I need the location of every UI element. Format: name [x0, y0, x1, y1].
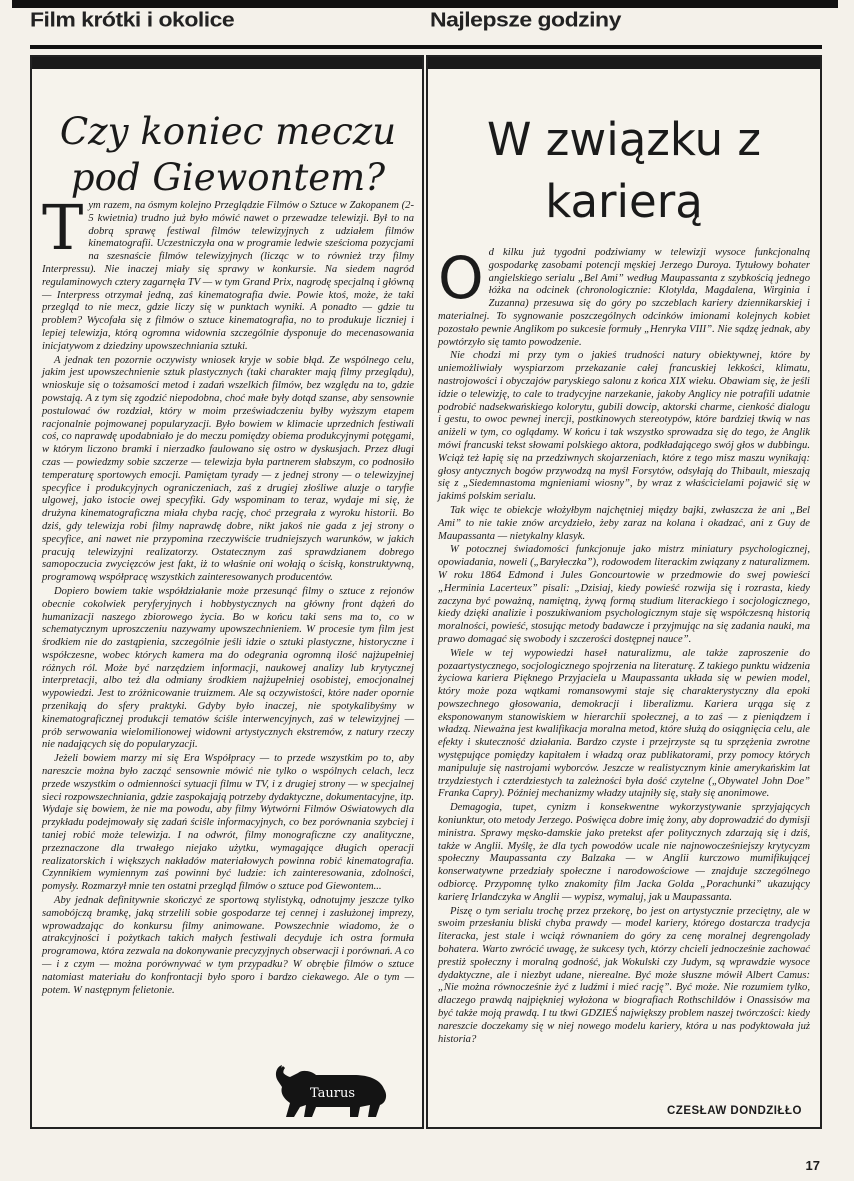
left-article-title: Czy koniec meczu pod Giewontem?	[59, 110, 397, 199]
right-article-body	[438, 244, 810, 1047]
article-paragraph: Piszę o tym serialu trochę przez przekorę, bo jest on artystycznie przeciętny, ale w swoim przesłaniu bliski chyba prawdy — model kariery, którego dostarcza tradycja literacka, jest stale i wciąż równaniem do góry za cenę moralnej degrengolady bohatera. Warto zwrócić uwagę, że sukcesy tych, którzy chcieli jednocześnie zachować prestiż społeczny i moralną godność, jak Wokulski czy Judym, są wprawdzie wysoce dydaktyczne, ale i niezbyt udane, nierealne. Być może słuszne mówił Albert Camus: „Nie można równocześnie żyć z ludźmi i mieć rację”. Być może. Nie rozumiem tylko, dlaczego prawdą najpiękniej wyłożona w biografiach Rothschildów i Onassisów ma być także moją prawdą. I tu tkwi GDZIEŚ największy problem naszej twórczości: kiedy nareszcie doczekamy się w niej nowego modelu kariery, która u nas podyktowała już historia?	[438, 905, 810, 1045]
header-rule	[30, 45, 822, 49]
author-signature: CZESŁAW DONDZIŁŁO	[667, 1105, 802, 1117]
drop-cap: O	[438, 244, 484, 312]
right-article-bar	[428, 57, 820, 69]
article-paragraph: Tak więc te obiekcje włożyłbym najchętniej między bajki, zwłaszcza że ani „Bel Ami” to nie takie znów arcydzieło, żeby zaraz na kolana i okadzać, ani z Guy de Maupassanta — nietykalny klasyk.	[438, 504, 810, 542]
article-paragraph: W potocznej świadomości funkcjonuje jako mistrz miniatury psychologicznej, opowiadania, noweli („Baryłeczka”), rodowodem literackim związany z naturalizmem. W roku 1864 Edmond i Jules Goncourtowie w przedmowie do swej powieści „Herminia Lacerteux” pisali: „Dzisiaj, kiedy powieść rozwija się i rozrasta, kiedy zaczyna być poważną, namiętną, żywą formą studium literackiego i socjologicznego, kiedy dzięki analizie i poszukiwaniom psychologicznym staje się współczesną historią moralności, powieść, stosując metody badawcze i przyjmując na się zadania nauki, ma prawo domagać się swobody i szczerości dostępnej nauce”.	[438, 544, 810, 645]
article-paragraph: Dopiero bowiem takie współdziałanie może przesunąć filmy o sztuce z rejonów obecnie cokolwiek peryferyjnych i hobbystycznych na główny front dążeń do humanizacji naszego zbiorowego życia. Bo w końcu taki sens ma to, co w schematycznym uproszczeniu nazywamy upowszechnieniem. W procesie tym film jest środkiem nie do zastąpienia, szczególnie jeśli idzie o sztuki plastyczne, historyczne i współczesne, wobec których kamera ma do odegrania ogromną ilość najżupełniej różnych ról. Może być narzędziem informacji, naukowej analizy lub krytycznej interpretacji, albo też dla odmiany środkiem najżupełniej osobistej, emocjonalnej wypowiedzi. Jest to zróżnicowanie truizmem. Ale są oczywistości, które nader opornie przenikają do sfery praktyki. Gdyby było inaczej, nie spotykalibyśmy w kinematograficznej produkcji tematów ściśle interwencyjnych, zaś w telewizyjnej — prób serwowania wielomilionowej widowni artystycznych ekstremów, z natury rzeczy nie nadających się do popularyzacji.	[42, 585, 414, 751]
left-article-body	[42, 191, 414, 998]
article-paragraph: Nie chodzi mi przy tym o jakieś trudności natury obiektywnej, które by uniemożliwiały wyspiarzom przekazanie całej francuskiej lekkości, klimatu, nastrojowości i obyczajów paryskiego salonu z końca XIX wieku. Obawiam się, że jeśli idzie o telewizję, to cale to tradycyjne narzekanie, jakoby Anglicy nie potrafili udatnie podrobić nadsekwańskiego kolorytu, gubili dowcip, aktorski charme, cienkość dialogu i gestu, to owoc pewnej inercji, postkinowych stereotypów, które bardziej tkwią w nas aniżeli w tym, co oglądamy. W końcu i tak wszystko sprowadza się do tego, że Anglik mówi francuski tekst słowami polskiego aktora, podkładającego swój głos w dubbingu. Wciąż też łapię się na przedziwnych skojarzeniach, które z tego misz maszu wynikają: głosy antycznych bogów przywodzą na myśl Forsytów, odsyłają do Thibault, mieszają się z „Siedemnastoma mgnieniami wiosny”, by wraz z właścicielami pojawić się w jakimś polskim serialu.	[438, 350, 810, 503]
right-article-title: W związku z karierą	[486, 113, 762, 228]
emblem-label: Taurus	[310, 1086, 356, 1101]
drop-cap: T	[42, 191, 84, 264]
left-article-bar	[32, 57, 422, 69]
article-paragraph: A jednak ten pozornie oczywisty wniosek kryje w sobie błąd. Ze wspólnego celu, jakim jest upowszechnienie sztuk plastycznych (taki charakter mają filmy przeglądu), wnioskuje się o tożsamości metod i zadań wszelkich filmów, bez względu na to, gdzie powstają. A z tym się zgodzić niepodobna, choć małe były dotąd szanse, aby sensownie postulować ów rozdział, który w moim przeświadczeniu byłby wyższym etapem racjonalnie pojmowanej popularyzacji. Było bowiem w klimacie uprzednich festiwali coś, co naprawdę upodabniało je do meczu pomiędzy obiema produkcyjnymi potęgami, w którym liczono bramki i nierzadko faulowano się ostro w dyskusjach. Przez długi czas — powiedzmy sobie szczerze — telewizja była partnerem słabszym, co podnosiło temperaturę sportowych emocji. Pamiętam tyrady — z jednej strony — o telewizyjnej specyfice i produkcyjnych ograniczeniach, zaś z drugiej złośliwe aluzje o taryfie ulgowej, jako istocie owej specyfiki. Gdy wspominam to teraz, wydaje mi się, że drużyna kinematograficzna miała chyba rację, choć przegrała z wyroku historii. Bo dziś, gdy telewizja robi filmy naprawdę dobre, nikt jakoś nie gada z jej strony o specyfice, ani nawet nie przypomina rzeczywiście trudniejszych warunków, w jakich pracują telewizyjni realizatorzy. Ostatecznym zaś sprawdzianem dobrego samopoczucia zwycięzców jest fakt, iż to właśnie oni wołają o ścisłą, konstruktywną, programową współpracę wszystkich zainteresowanych producentów.	[42, 354, 414, 584]
left-article	[30, 55, 424, 1129]
article-paragraph: Aby jednak definitywnie skończyć ze sportową stylistyką, odnotujmy jeszcze tylko samobójczą bramkę, jaką strzelili sobie gospodarze tej cennej i zasłużonej imprezy, wprowadzając do konkursu filmy animowane. Powszechnie wiadomo, że o atrakcyjności i pożytkach takich małych festiwali decyduje ich ostra formuła programowa, która zezwala na dokonywanie precyzyjnych obserwacji i porównań. A co — i z czym — można porównywać w tym przypadku? W obrębie filmów o sztuce natomiast materiału do konfrontacji było sporo i bardzo ciekawego. Ale o tym — potem. W następnym felietonie.	[42, 895, 414, 996]
article-paragraph: Tym razem, na ósmym kolejno Przeglądzie Filmów o Sztuce w Zakopanem (2-5 kwietnia) trudno już było mówić nawet o przewadze telewizji. Był to na dobrą sprawę festiwal filmów telewizyjnych z udziałem filmów kinematografii. Uczestniczyła ona w programie ledwie sześcioma pozycjami na szesnaście filmów telewizyjnych (licząc w to również trzy filmy Interpressu). Nie inaczej miały się sprawy w konkursie. Na siedem nagród regulaminowych cztery zagarnęła TV — w tym Grand Prix, nagrodę specjalną i główną — Interpress otrzymał jedną, zaś kinematografia dwie. Powie ktoś, może, że taki przegląd to nie mecz, gdzie liczy się w punktach wyniki. A ponadto — gdzie tu problem? Wycofała się z filmów o sztuce kinematografia, no to produkuje liczniej i lepiej telewizja, którą ogromna widownia szczególnie dysponuje do mecenasowania inicjatywom z dziedziny upowszechniania sztuki.	[42, 191, 414, 352]
article-paragraph: Demagogia, tupet, cynizm i konsekwentne wykorzystywanie sprzyjających koniunktur, oto metody Jerzego. Poświęca dobre imię żony, aby doprowadzić do dymisji ministra. Sprawy męsko-damskie jako pretekst afer politycznych zdarzają się i dziś, także w Anglii. Myślę, że dla tych powodów ucale nie najnowocześniejszy krytycyzm społeczny Maupassanta czy Balzaka — w Anglii kurczowo mumifikującej konserwatywne przedziały społeczne i narodowościowe — znajduje szczególnego odbiorcę. Przypomnę tylko znakomity film Jacka Golda „Porachunki” ukazujący karierę Irlandczyka w Anglii — wypisz, wymaluj, jak u Maupassanta.	[438, 802, 810, 903]
section-heading-left: Film krótki i okolice	[30, 7, 235, 31]
article-paragraph: Wiele w tej wypowiedzi haseł naturalizmu, ale także zaproszenie do pozaartystycznego, socjologicznego spojrzenia na literaturę. Z takiego punktu widzenia życiowa kariera Pięknego Przyjaciela u Maupassanta układa się w pewien model, który może poza wątkami romansowymi staje się charakterystyczny dla epoki powszechnego głosowania, demokracji i liberalizmu. Kariera urąga się z eksponowanym stanowiskiem w hierarchii społecznej, a to zaś — z pieniądzem i władzą. Nieważna jest kwalifikacja moralna metod, które służą do osiągnięcia celu, ale efekty i skuteczność działania. Bardzo czyste i przejrzyste są tu sprzężenia zwrotne występujące pomiędzy kapitałem i władzą oraz publikatorami, przy pomocy których manipuluje się nastrojami wyborców. Jeszcze w realistycznym kinie amerykańskim lat trzydziestych i czterdziestych ta zależności była dość czytelne („Obywatel John Doe” Franka Capry). Później mechanizmy władzy utajniły się, stały się anonimowe.	[438, 647, 810, 800]
page-number: 17	[805, 1158, 820, 1173]
article-paragraph: Jeżeli bowiem marzy mi się Era Współpracy — to przede wszystkim po to, aby nareszcie można było zacząć sensownie mówić nie tylko o wspólnych celach, lecz przede wszystkim o odmienności sytuacji filmu w TV, i z drugiej strony — w specjalnej sieci rozpowszechniania, gdzie zaspokajają potrzeby dydaktyczne, dokumentacyjne, itp. Wydaje się bowiem, że nie ma powodu, aby filmy Wytwórni Filmów Oświatowych dla przykładu podejmowały się zadań ściśle informacyjnych, co bez porównania szybciej i taniej robić może telewizja. I na odwrót, filmy monograficzne czy analityczne, przeznaczone dla trwałego niejako użytku, wymagające długich operacji realizatorskich i większych nakładów materiałowych powinna robić kinematografia. Czynnikiem wymiennym zaś powinni być ludzie: ich zainteresowania, zdolności, pomysły. Rozmarzył mnie ten ostatni przegląd filmów o sztuce pod Giewontem...	[42, 753, 414, 893]
section-heading-right: Najlepsze godziny	[430, 7, 621, 31]
article-paragraph: Od kilku już tygodni podziwiamy w telewizji wysoce funkcjonalną gospodarkę zasobami potencji męskiej Jerzego Duroya. Tytułowy bohater angielskiego serialu „Bel Ami” według Maupassanta z szybkością jednego łóżka na odcinek (chronologicznie: Klotylda, Magdalena, Wirginia i Zuzanna) przesuwa się do góry po szczeblach kariery dziennikarskiej i materialnej. To sygnowanie poszczególnych odcinków imionami kolejnych kobiet pozostało pewnie Anglikom po sukcesie formuły „Henryka VIII”. Nie sądzę jednak, aby powtórzyło się tamto powodzenie.	[438, 244, 810, 348]
taurus-emblem	[272, 1059, 392, 1121]
right-article	[426, 55, 822, 1129]
